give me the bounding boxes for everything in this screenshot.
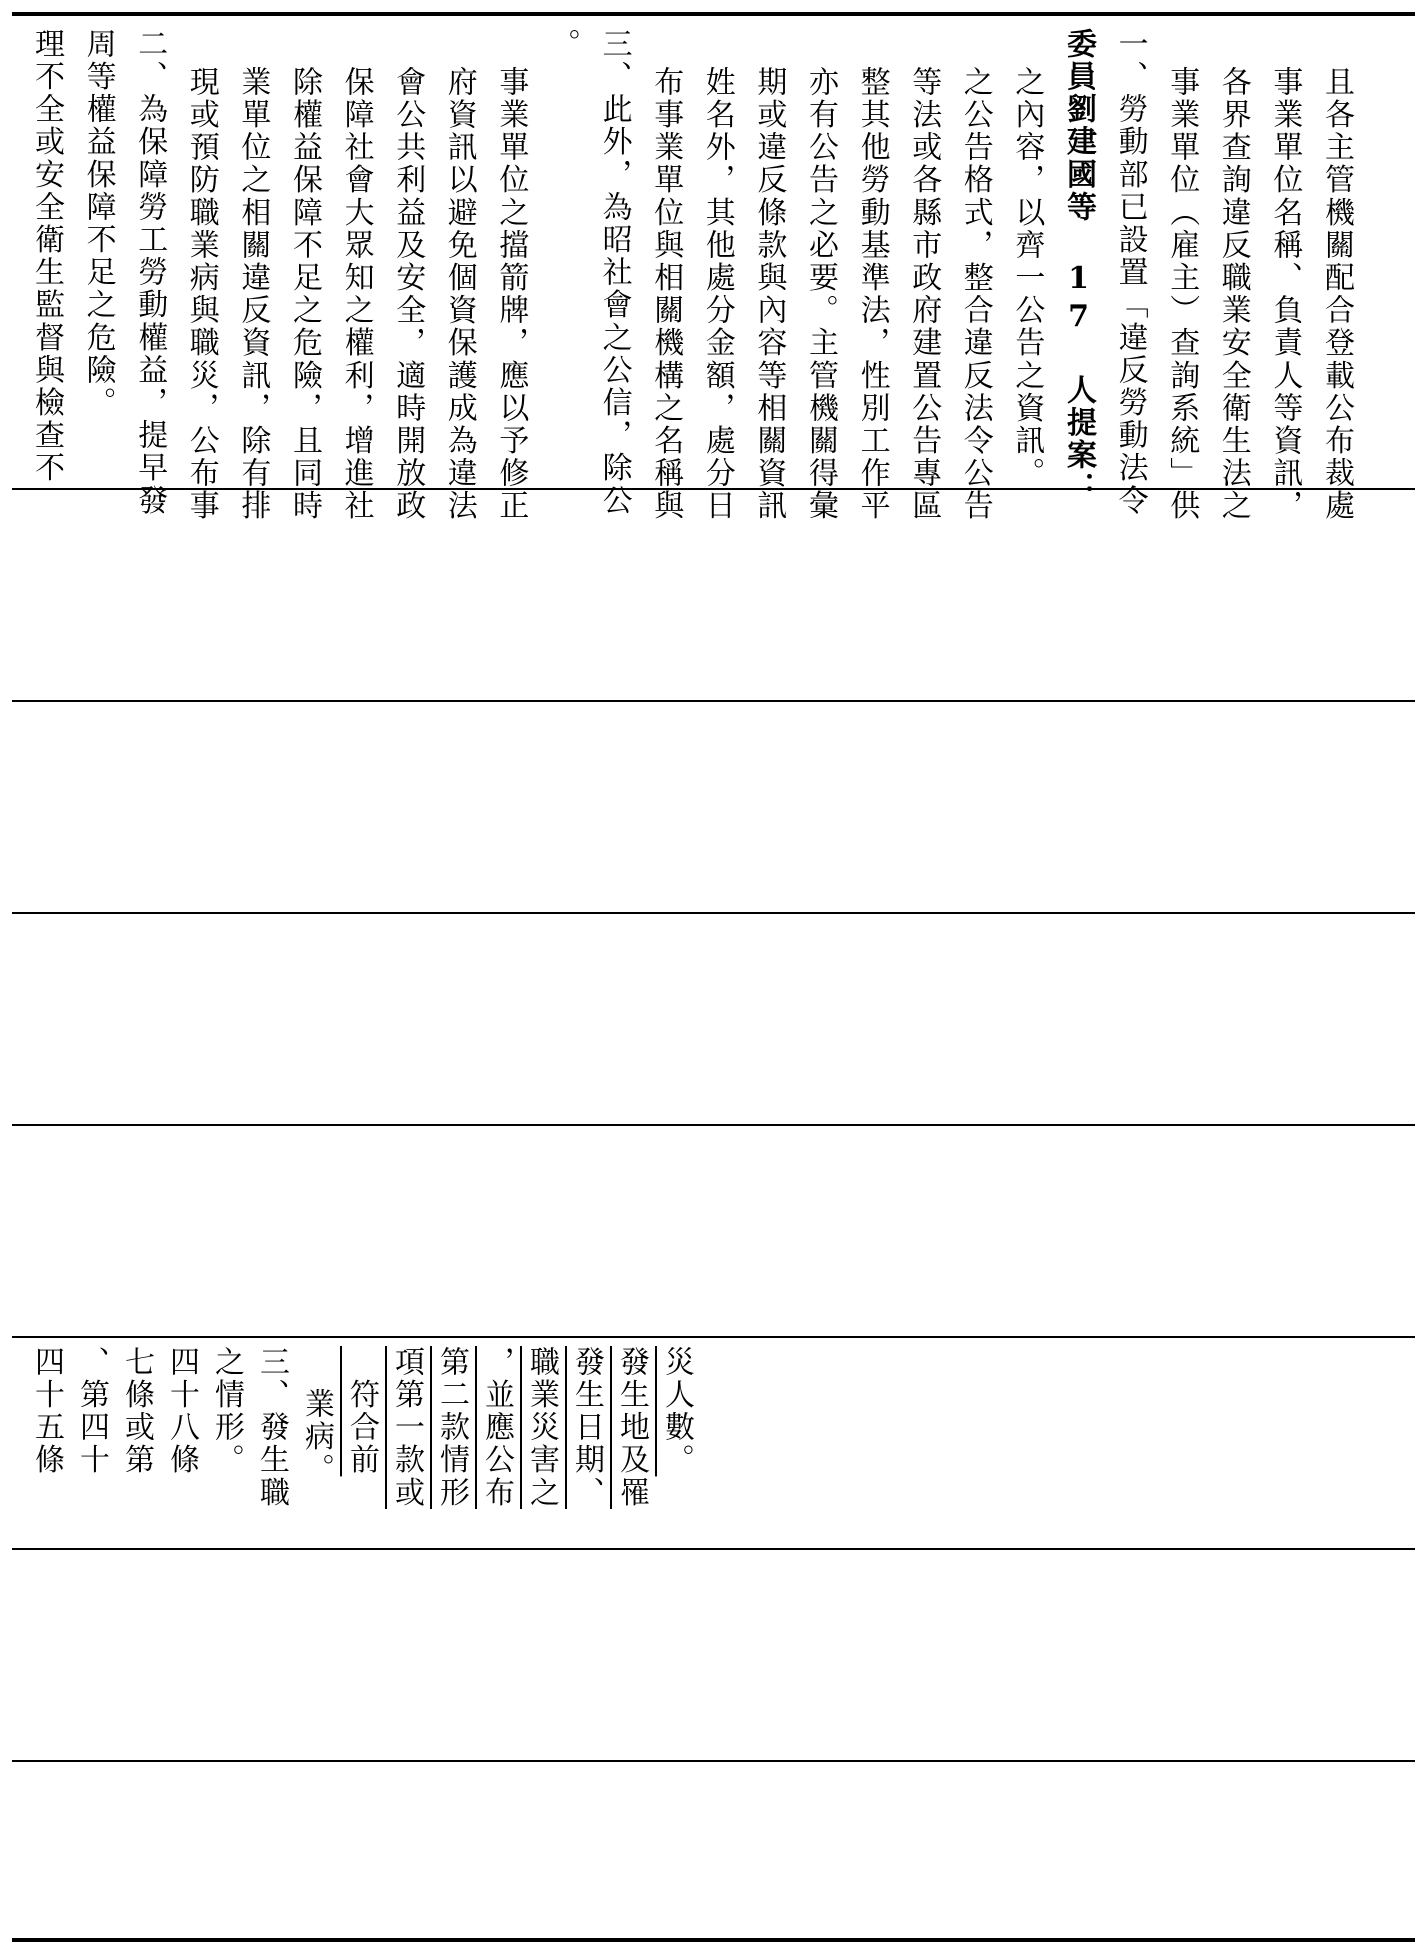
amendment-underlined-line: 發生日期、 — [569, 1346, 604, 1509]
amendment-underlined-line: 發生地及罹 — [614, 1346, 649, 1509]
proposal-line: 且各主管機關配合登載公布裁處 — [1319, 66, 1354, 523]
amendment-underlined-line: 災人數。 — [659, 1346, 694, 1477]
amendment-line: 、第四十 — [74, 1346, 109, 1477]
explanation-line: 理不全或安全衛生監督與檢查不 — [29, 28, 64, 485]
explanation-line: 保障社會大眾知之權利，增進社 — [338, 66, 374, 523]
row-divider-3 — [12, 912, 1415, 914]
amendment-underlined-line: 符合前 — [344, 1346, 379, 1477]
amendment-line: 四十五條 — [29, 1346, 64, 1477]
explanation-line: 。 — [545, 28, 580, 61]
proposal-heading: 委員劉建國等 17 人提案： — [1061, 28, 1096, 505]
amendment-line: 之情形。 — [209, 1346, 244, 1477]
explanation-band — [12, 20, 1415, 523]
proposal-line: 一、勞動部已設置「違反勞動法令 — [1112, 28, 1148, 517]
amendment-underlined-line: 職業災害之 — [524, 1346, 559, 1509]
proposal-line: 事業單位名稱、負責人等資訊， — [1267, 66, 1303, 523]
amendment-line: 業病。 — [299, 1388, 334, 1486]
amendment-line: 三、發生職 — [254, 1346, 289, 1509]
amendment-line: 四十八條 — [164, 1346, 199, 1477]
explanation-line: 期或違反條款與內容等相關資訊 — [751, 66, 787, 523]
explanation-line: 現或預防職業病與職災，公布事 — [183, 66, 219, 523]
explanation-line: 三、此外，為昭社會之公信，除公 — [596, 28, 632, 517]
row-divider-7 — [12, 1760, 1415, 1762]
explanation-line: 布事業單位與相關機構之名稱與 — [648, 66, 684, 523]
proposal-line: 事業單位（雇主）查詢系統」供 — [1164, 66, 1200, 523]
amendment-band — [12, 1338, 1415, 1538]
row-divider-2 — [12, 700, 1415, 702]
row-divider-4 — [12, 1124, 1415, 1126]
explanation-line: 姓名外，其他處分金額，處分日 — [699, 66, 735, 523]
explanation-line: 周等權益保障不足之危險。 — [80, 28, 116, 420]
explanation-line: 二、為保障勞工勞動權益，提早發 — [132, 28, 168, 517]
amendment-underlined-line: ，並應公布 — [479, 1346, 514, 1509]
explanation-line: 事業單位之擋箭牌，應以予修正 — [493, 66, 529, 523]
explanation-line: 除權益保障不足之危險，且同時 — [287, 66, 322, 523]
explanation-line: 業單位之相關違反資訊，除有排 — [235, 66, 271, 523]
amendment-underlined-line: 項第一款或 — [389, 1346, 424, 1509]
explanation-line: 整其他勞動基準法，性別工作平 — [854, 66, 890, 523]
row-divider-6 — [12, 1548, 1415, 1550]
top-rule — [12, 12, 1415, 16]
explanation-line: 亦有公告之必要。主管機關得彙 — [803, 66, 838, 523]
explanation-line: 之公告格式，整合違反法令公告 — [957, 66, 993, 523]
explanation-line: 府資訊以避免個資保護成為違法 — [441, 66, 477, 523]
amendment-underlined-line: 第二款情形 — [434, 1346, 469, 1509]
explanation-line: 之內容，以齊一公告之資訊。 — [1009, 66, 1045, 490]
proposal-line: 各界查詢違反職業安全衛生法之 — [1215, 66, 1251, 523]
explanation-line: 等法或各縣市政府建置公告專區 — [906, 66, 942, 523]
bottom-rule — [12, 1938, 1415, 1942]
amendment-line: 七條或第 — [119, 1346, 154, 1477]
explanation-line: 會公共利益及安全，適時開放政 — [390, 66, 426, 523]
